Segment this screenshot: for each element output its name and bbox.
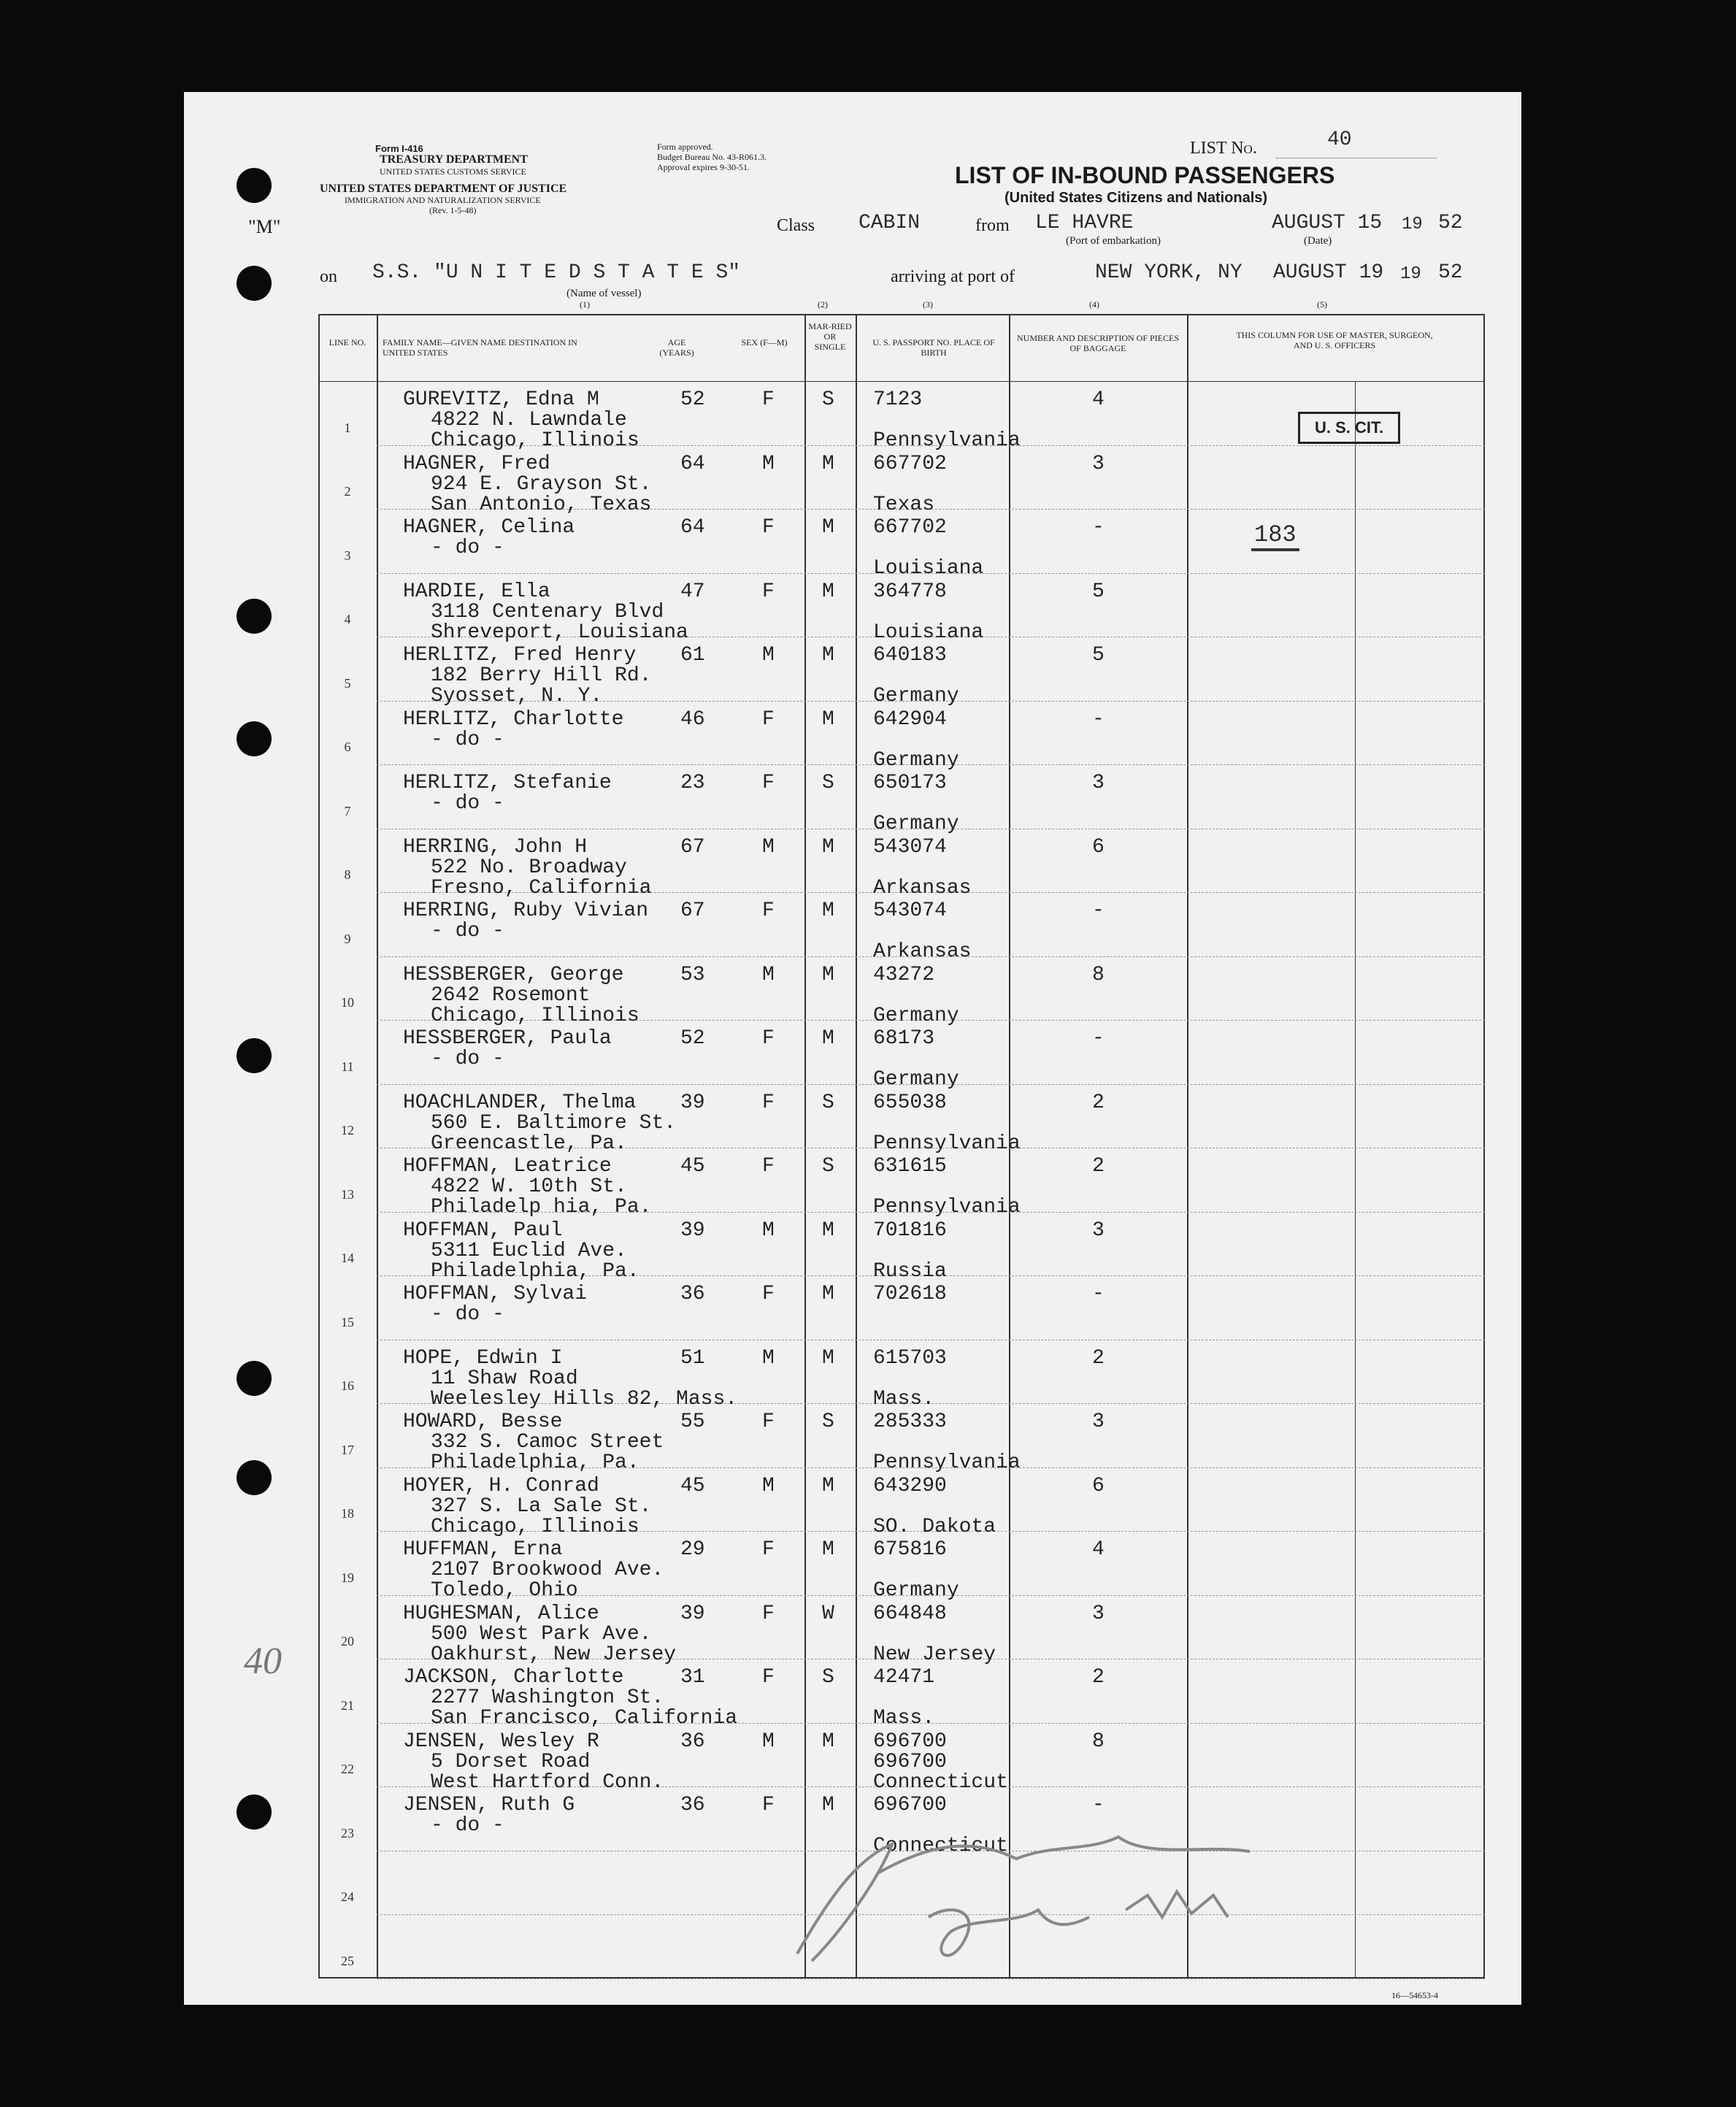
passenger-name: HOFFMAN, Sylvai — [403, 1283, 588, 1305]
place-of-birth: Connecticut — [873, 1835, 1008, 1857]
row-divider — [377, 1979, 1485, 1980]
baggage-count: 2 — [1092, 1346, 1105, 1370]
passenger-sex: F — [762, 516, 775, 539]
marital-status: S — [822, 1411, 834, 1433]
place-of-birth: Germany — [873, 813, 959, 835]
from-label: from — [975, 216, 1010, 235]
passenger-name: HESSBERGER, George — [403, 963, 624, 986]
passport-number: 640183 — [873, 644, 947, 667]
place-of-birth: Germany — [873, 1579, 959, 1602]
passenger-sex: F — [762, 388, 775, 411]
passenger-age: 53 — [680, 963, 705, 986]
passenger-age: 29 — [680, 1538, 705, 1561]
passenger-city: Chicago, Illinois — [431, 429, 640, 452]
date-year: 52 — [1438, 212, 1463, 234]
passenger-age: 36 — [680, 1794, 705, 1816]
passport-number: 675816 — [873, 1538, 947, 1561]
baggage-count: 3 — [1092, 1411, 1105, 1433]
passenger-city: Philadelphia, Pa. — [431, 1451, 640, 1474]
marital-status: M — [822, 1474, 834, 1497]
marital-status: S — [822, 1666, 834, 1689]
marital-status: S — [822, 388, 834, 411]
line-number: 9 — [344, 931, 351, 946]
passenger-address: 924 E. Grayson St. — [431, 472, 652, 496]
passenger-address: 500 West Park Ave. — [431, 1622, 652, 1646]
passenger-address: - do - — [431, 1303, 504, 1326]
passenger-age: 36 — [680, 1730, 705, 1753]
passenger-sex: F — [762, 580, 775, 603]
passport-number: 664848 — [873, 1602, 947, 1625]
line-number: 5 — [344, 675, 351, 691]
list-no-value: 40 — [1327, 128, 1352, 151]
passenger-age: 51 — [680, 1346, 705, 1370]
passenger-age: 45 — [680, 1474, 705, 1497]
passenger-name: HOFFMAN, Leatrice — [403, 1155, 612, 1178]
baggage-count: 6 — [1092, 1474, 1105, 1497]
passenger-address: 522 No. Broadway — [431, 856, 627, 879]
passenger-address: 11 Shaw Road — [431, 1367, 578, 1390]
line-number: 16 — [341, 1378, 354, 1393]
dept-justice: UNITED STATES DEPARTMENT OF JUSTICE — [320, 183, 567, 195]
baggage-count: 8 — [1092, 963, 1105, 986]
marital-status: M — [822, 899, 834, 922]
passenger-city: Syosset, N. Y. — [431, 685, 603, 707]
passenger-address: 332 S. Camoc Street — [431, 1431, 664, 1454]
line-number: 24 — [341, 1889, 354, 1904]
marital-status: M — [822, 1027, 834, 1050]
passport-number: 631615 — [873, 1155, 947, 1178]
marital-status: M — [822, 1730, 834, 1753]
list-no-label: LIST No. — [1190, 139, 1257, 158]
header-line: LINE NO. — [329, 337, 366, 348]
place-of-birth: Arkansas — [873, 940, 972, 963]
passenger-sex: F — [762, 1794, 775, 1816]
approval-expires: Approval expires 9-30-51. — [657, 162, 750, 172]
passenger-address: 327 S. La Sale St. — [431, 1494, 652, 1518]
marital-status: M — [822, 835, 834, 859]
punch-hole — [237, 168, 272, 203]
place-of-birth: Pennsylvania — [873, 429, 1021, 452]
baggage-count: 2 — [1092, 1091, 1105, 1114]
passenger-city: Oakhurst, New Jersey — [431, 1643, 677, 1666]
baggage-count: - — [1092, 899, 1105, 922]
place-of-birth: Russia — [873, 1259, 947, 1283]
passenger-name: HERLITZ, Charlotte — [403, 707, 624, 731]
passenger-sex: M — [762, 1218, 775, 1242]
passenger-sex: M — [762, 835, 775, 859]
passenger-sex: M — [762, 452, 775, 475]
punch-hole — [237, 1460, 272, 1495]
line-number: 11 — [341, 1059, 354, 1074]
vessel-caption: (Name of vessel) — [566, 288, 642, 299]
passport-number: 543074 — [873, 835, 947, 859]
baggage-count: - — [1092, 1283, 1105, 1305]
line-number: 2 — [344, 484, 351, 499]
line-number: 10 — [341, 995, 354, 1010]
marital-status: M — [822, 516, 834, 539]
passenger-name: HARDIE, Ella — [403, 580, 550, 603]
passenger-address: 2107 Brookwood Ave. — [431, 1559, 664, 1581]
passenger-sex: M — [762, 963, 775, 986]
page-subtitle: (United States Citizens and Nationals) — [1005, 190, 1268, 206]
dept-treasury: TREASURY DEPARTMENT — [380, 153, 528, 166]
place-of-birth: Mass. — [873, 1707, 935, 1730]
col-divider — [1187, 314, 1188, 1979]
passenger-city: Chicago, Illinois — [431, 1515, 640, 1538]
passenger-age: 36 — [680, 1283, 705, 1305]
line-number: 21 — [341, 1697, 354, 1713]
passenger-sex: M — [762, 1474, 775, 1497]
place-of-birth: Germany — [873, 685, 959, 707]
baggage-count: - — [1092, 1794, 1105, 1816]
place-of-birth: Germany — [873, 748, 959, 772]
baggage-count: 8 — [1092, 1730, 1105, 1753]
passenger-name: HOPE, Edwin I — [403, 1346, 563, 1370]
passport-number: 701816 — [873, 1218, 947, 1242]
passenger-name: HOWARD, Besse — [403, 1411, 563, 1433]
baggage-count: 5 — [1092, 644, 1105, 667]
place-of-birth: Germany — [873, 1068, 959, 1091]
place-of-birth: Louisiana — [873, 557, 984, 580]
passenger-name: HOYER, H. Conrad — [403, 1474, 599, 1497]
marital-status: M — [822, 644, 834, 667]
passenger-address: - do - — [431, 1048, 504, 1070]
line-number: 15 — [341, 1314, 354, 1329]
passenger-name: HERLITZ, Fred Henry — [403, 644, 637, 667]
passenger-address: 4822 N. Lawndale — [431, 409, 627, 431]
on-label: on — [320, 267, 337, 286]
passenger-name: HERRING, John H — [403, 835, 588, 859]
line-number: 13 — [341, 1186, 354, 1202]
passport-number: 42471 — [873, 1666, 935, 1689]
passenger-sex: M — [762, 1730, 775, 1753]
place-of-birth: Louisiana — [873, 621, 984, 644]
baggage-count: 4 — [1092, 1538, 1105, 1561]
passenger-name: HERLITZ, Stefanie — [403, 772, 612, 794]
us-citizen-stamp: U. S. CIT. — [1298, 412, 1400, 444]
passenger-age: 64 — [680, 452, 705, 475]
customs-service: UNITED STATES CUSTOMS SERVICE — [380, 166, 526, 177]
passenger-city: Chicago, Illinois — [431, 1004, 640, 1027]
arrival-port: NEW YORK, NY — [1095, 261, 1243, 284]
baggage-count: 2 — [1092, 1666, 1105, 1689]
baggage-count: 3 — [1092, 1218, 1105, 1242]
passenger-name: HOFFMAN, Paul — [403, 1218, 563, 1242]
passenger-name: HUGHESMAN, Alice — [403, 1602, 599, 1625]
passenger-name: JENSEN, Ruth G — [403, 1794, 575, 1816]
passenger-age: 39 — [680, 1602, 705, 1625]
header-passport: U. S. PASSPORT NO. PLACE OF BIRTH — [872, 337, 995, 358]
header-name: FAMILY NAME—GIVEN NAME DESTINATION IN UNITED STATES — [383, 337, 577, 358]
marital-status: W — [822, 1602, 834, 1625]
passport-number: 364778 — [873, 580, 947, 603]
marital-status: M — [822, 1283, 834, 1305]
passenger-sex: F — [762, 899, 775, 922]
passenger-address: - do - — [431, 1814, 504, 1837]
from-value: LE HAVRE — [1035, 212, 1134, 234]
punch-hole — [237, 599, 272, 634]
marital-status: M — [822, 452, 834, 475]
arrival-date: AUGUST 19 — [1273, 261, 1384, 284]
passport-number: 667702 — [873, 452, 947, 475]
arrival-year: 52 — [1438, 261, 1463, 284]
line-number: 4 — [344, 612, 351, 626]
budget-bureau: Budget Bureau No. 43-R061.3. — [657, 152, 767, 162]
marital-status: S — [822, 1091, 834, 1114]
passenger-age: 67 — [680, 899, 705, 922]
passenger-name: HAGNER, Fred — [403, 452, 550, 475]
marital-status: M — [822, 1794, 834, 1816]
header-baggage: NUMBER AND DESCRIPTION OF PIECES OF BAGGAGE — [1016, 333, 1180, 353]
passenger-address: 2277 Washington St. — [431, 1686, 664, 1709]
passenger-age: 52 — [680, 1027, 705, 1050]
passport-number: 696700 — [873, 1730, 947, 1753]
line-number: 18 — [341, 1506, 354, 1521]
place-of-birth: Arkansas — [873, 876, 972, 899]
baggage-count: 4 — [1092, 388, 1105, 411]
header-officers: THIS COLUMN FOR USE OF MASTER, SURGEON, AND U. S. OFFICERS — [1236, 330, 1433, 350]
baggage-count: 2 — [1092, 1155, 1105, 1178]
marital-status: M — [822, 1346, 834, 1370]
passenger-age: 47 — [680, 580, 705, 603]
passenger-address: 182 Berry Hill Rd. — [431, 664, 652, 687]
line-number: 17 — [341, 1442, 354, 1457]
col-num: (3) — [923, 299, 933, 310]
passenger-sex: F — [762, 1155, 775, 1178]
passenger-sex: F — [762, 707, 775, 731]
passenger-address: - do - — [431, 537, 504, 559]
passport-number: 642904 — [873, 707, 947, 731]
passport-number: 7123 — [873, 388, 923, 411]
print-code: 16—54653-4 — [1391, 1990, 1438, 2000]
passenger-age: 45 — [680, 1155, 705, 1178]
col-num: (5) — [1317, 299, 1327, 310]
passport-number: 68173 — [873, 1027, 935, 1050]
passenger-address: - do - — [431, 920, 504, 943]
line-number: 1 — [344, 420, 351, 435]
passport-number: 696700 — [873, 1750, 947, 1773]
passport-number: 285333 — [873, 1411, 947, 1433]
port-caption: (Port of embarkation) — [1066, 235, 1161, 247]
line-number: 20 — [341, 1634, 354, 1649]
passport-number: 655038 — [873, 1091, 947, 1114]
revision: (Rev. 1-5-48) — [429, 205, 477, 215]
place-of-birth: SO. Dakota — [873, 1515, 996, 1538]
passenger-age: 39 — [680, 1091, 705, 1114]
passenger-age: 52 — [680, 388, 705, 411]
passport-number: 667702 — [873, 516, 947, 539]
side-mark: "M" — [248, 216, 281, 237]
passenger-sex: F — [762, 1027, 775, 1050]
header-age: AGE (YEARS) — [659, 337, 694, 358]
baggage-count: 6 — [1092, 835, 1105, 859]
passenger-sex: F — [762, 1411, 775, 1433]
header-married: MAR-RIED OR SINGLE — [808, 321, 852, 352]
passenger-address: 2642 Rosemont — [431, 983, 591, 1007]
line-number: 23 — [341, 1825, 354, 1841]
margin-note: 40 — [244, 1640, 282, 1682]
passenger-city: West Hartford Conn. — [431, 1770, 664, 1794]
line-number: 7 — [344, 803, 351, 818]
place-of-birth: Pennsylvania — [873, 1451, 1021, 1474]
passenger-age: 64 — [680, 516, 705, 539]
passenger-name: HOACHLANDER, Thelma — [403, 1091, 637, 1114]
marital-status: S — [822, 772, 834, 794]
passenger-name: HERRING, Ruby Vivian — [403, 899, 649, 922]
passenger-city: Fresno, California — [431, 876, 652, 899]
punch-hole — [237, 1361, 272, 1396]
passenger-age: 67 — [680, 835, 705, 859]
passenger-name: GUREVITZ, Edna M — [403, 388, 599, 411]
passenger-sex: F — [762, 1538, 775, 1561]
col-num: (1) — [580, 299, 590, 310]
arriving-label: arriving at port of — [891, 267, 1015, 286]
line-number: 8 — [344, 867, 351, 882]
passenger-address: - do - — [431, 792, 504, 815]
passenger-address: - do - — [431, 728, 504, 751]
baggage-count: - — [1092, 1027, 1105, 1050]
col-divider — [856, 314, 857, 1979]
class-label: Class — [777, 216, 815, 235]
place-of-birth: Connecticut — [873, 1770, 1008, 1794]
line-number: 6 — [344, 740, 351, 754]
passenger-address: 4822 W. 10th St. — [431, 1175, 627, 1198]
baggage-count: 3 — [1092, 452, 1105, 475]
punch-hole — [237, 721, 272, 756]
passenger-city: Philadelp hia, Pa. — [431, 1196, 652, 1218]
passport-number: 696700 — [873, 1794, 947, 1816]
passport-number: 543074 — [873, 899, 947, 922]
col-num: (2) — [818, 299, 828, 310]
passenger-list-page — [184, 92, 1521, 2005]
col-divider — [1355, 381, 1356, 1979]
punch-hole — [237, 1795, 272, 1830]
line-number: 12 — [341, 1123, 354, 1137]
marital-status: S — [822, 1155, 834, 1178]
marital-status: M — [822, 1538, 834, 1561]
passenger-age: 39 — [680, 1218, 705, 1242]
line-number: 25 — [341, 1953, 354, 1968]
col-num: (4) — [1089, 299, 1099, 310]
place-of-birth: New Jersey — [873, 1643, 996, 1666]
passenger-name: HESSBERGER, Paula — [403, 1027, 612, 1050]
col-divider — [377, 314, 378, 1979]
passenger-city: Shreveport, Louisiana — [431, 621, 688, 644]
header-divider — [318, 381, 1485, 382]
page-title: LIST OF IN-BOUND PASSENGERS — [955, 162, 1335, 188]
passenger-age: 61 — [680, 644, 705, 667]
line-number: 19 — [341, 1570, 354, 1585]
passenger-address: 5 Dorset Road — [431, 1750, 591, 1773]
form-approved: Form approved. — [657, 142, 713, 152]
passport-number: 702618 — [873, 1283, 947, 1305]
row-divider — [377, 1340, 1485, 1341]
place-of-birth: Germany — [873, 1004, 959, 1027]
punch-hole — [237, 266, 272, 301]
passenger-city: Weelesley Hills 82, Mass. — [431, 1387, 738, 1411]
passenger-sex: F — [762, 1602, 775, 1625]
baggage-count: - — [1092, 516, 1105, 539]
class-value: CABIN — [859, 212, 921, 234]
ins-service: IMMIGRATION AND NATURALIZATION SERVICE — [345, 195, 541, 205]
passport-number: 643290 — [873, 1474, 947, 1497]
header-sex: SEX (F—M) — [741, 337, 788, 348]
passenger-sex: F — [762, 772, 775, 794]
passenger-age: 23 — [680, 772, 705, 794]
passenger-sex: M — [762, 1346, 775, 1370]
passenger-address: 3118 Centenary Blvd — [431, 600, 664, 623]
line-number: 14 — [341, 1251, 354, 1265]
passenger-city: San Antonio, Texas — [431, 493, 652, 516]
passenger-city: Greencastle, Pa. — [431, 1132, 627, 1155]
passenger-address: 560 E. Baltimore St. — [431, 1111, 677, 1135]
date-19: 19 — [1402, 215, 1423, 234]
baggage-count: 5 — [1092, 580, 1105, 603]
marital-status: M — [822, 580, 834, 603]
passport-number: 43272 — [873, 963, 935, 986]
place-of-birth: Pennsylvania — [873, 1132, 1021, 1155]
baggage-count: 3 — [1092, 772, 1105, 794]
passenger-sex: F — [762, 1283, 775, 1305]
passenger-city: Toledo, Ohio — [431, 1579, 578, 1602]
passenger-city: Philadelphia, Pa. — [431, 1259, 640, 1283]
punch-hole — [237, 1038, 272, 1073]
arrival-19: 19 — [1400, 264, 1421, 284]
place-of-birth: Mass. — [873, 1387, 935, 1411]
passenger-address: 5311 Euclid Ave. — [431, 1239, 627, 1262]
passenger-age: 55 — [680, 1411, 705, 1433]
passenger-sex: F — [762, 1666, 775, 1689]
form-number: Form I-416 — [375, 143, 423, 154]
passenger-city: San Francisco, California — [431, 1707, 738, 1730]
passenger-name: HUFFMAN, Erna — [403, 1538, 563, 1561]
passenger-sex: M — [762, 644, 775, 667]
baggage-count: 3 — [1092, 1602, 1105, 1625]
passport-number: 615703 — [873, 1346, 947, 1370]
passenger-age: 46 — [680, 707, 705, 731]
date-caption: (Date) — [1304, 235, 1332, 247]
passenger-name: HAGNER, Celina — [403, 516, 575, 539]
line-number: 22 — [341, 1762, 354, 1776]
officer-note: 183 — [1251, 521, 1299, 551]
passport-number: 650173 — [873, 772, 947, 794]
col-divider — [804, 314, 806, 1979]
passenger-age: 31 — [680, 1666, 705, 1689]
passenger-name: JENSEN, Wesley R — [403, 1730, 599, 1753]
vessel-name: S.S. "U N I T E D S T A T E S" — [372, 261, 741, 284]
marital-status: M — [822, 963, 834, 986]
line-number: 3 — [344, 548, 351, 563]
inspector-signature — [710, 1815, 1264, 1976]
date-value: AUGUST 15 — [1272, 212, 1383, 234]
place-of-birth: Texas — [873, 493, 935, 516]
passenger-sex: F — [762, 1091, 775, 1114]
marital-status: M — [822, 707, 834, 731]
marital-status: M — [822, 1218, 834, 1242]
place-of-birth: Pennsylvania — [873, 1196, 1021, 1218]
baggage-count: - — [1092, 707, 1105, 731]
passenger-name: JACKSON, Charlotte — [403, 1666, 624, 1689]
